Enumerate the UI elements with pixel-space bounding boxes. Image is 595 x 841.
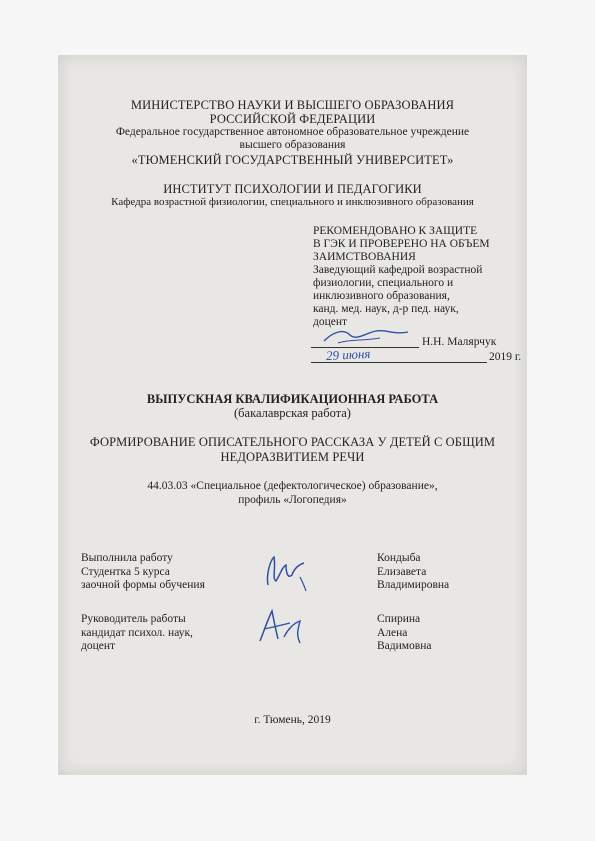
approval-block [313,225,518,329]
institute-name: ИНСТИТУТ ПСИХОЛОГИИ И ПЕДАГОГИКИ [163,182,422,196]
supervisor-role-line: Руководитель работы [81,613,186,625]
author-name-line: Владимировна [377,579,450,591]
author-name-line: Кондыба [377,552,421,564]
institution-line-1: Федеральное государственное автономное образовательное учреждение [115,126,470,138]
author-name-line: Елизавета [377,565,427,578]
author-name [377,552,449,593]
author-signature [260,551,312,593]
supervisor-name-line: Спирина [377,613,421,625]
ministry-line-2: РОССИЙСКОЙ ФЕДЕРАЦИИ [209,112,376,126]
institution-line-2: высшего образования [239,139,346,151]
approval-line: РЕКОМЕНДОВАНО К ЗАЩИТЕ [313,225,478,237]
author-role-line: Студентка 5 курса [81,565,170,578]
department-name: Кафедра возрастной физиологии, специального и инклюзивного образования [111,196,474,208]
approval-line: Заведующий кафедрой возрастной [313,264,483,276]
city-year: г. Тюмень, 2019 [254,714,331,726]
approval-line: доцент [313,316,348,328]
supervisor-signature [254,605,312,647]
topic-line-1: ФОРМИРОВАНИЕ ОПИСАТЕЛЬНОГО РАССКАЗА У ДЕТЕЙ С ОБЩИМ [89,435,496,449]
title-page [58,55,527,775]
ministry-line-1: МИНИСТЕРСТВО НАУКИ И ВЫСШЕГО ОБРАЗОВАНИЯ [130,98,455,112]
author-role-line: Выполнила работу [81,552,173,564]
head-signer-name: Н.Н. Малярчук [422,336,497,348]
approval-line: инклюзивного образования, [313,290,450,302]
specialty-line-1: 44.03.03 «Специальное (дефектологическое) образование», [147,480,438,492]
approval-line: ЗАИМСТВОВАНИЯ [313,251,416,263]
approval-line: физиологии, специального и [313,277,454,289]
handwritten-date: 29 июня [325,345,371,364]
supervisor-name-line: Алена [377,626,408,639]
approval-line: канд. мед. наук, д-р пед. наук, [313,303,459,315]
supervisor-role-line: доцент [81,640,116,652]
supervisor-name [377,613,432,654]
supervisor-role-line: кандидат психол. наук, [81,626,193,639]
supervisor-name-line: Вадимовна [377,640,432,652]
supervisor-role [81,613,193,654]
specialty-line-2: профиль «Логопедия» [238,494,347,506]
university-name: «ТЮМЕНСКИЙ ГОСУДАРСТВЕННЫЙ УНИВЕРСИТЕТ» [131,153,454,167]
approval-line: В ГЭК И ПРОВЕРЕНО НА ОБЪЕМ [313,238,490,250]
work-type: ВЫПУСКНАЯ КВАЛИФИКАЦИОННАЯ РАБОТА [146,392,439,406]
work-subtype: (бакалаврская работа) [234,406,351,420]
topic-line-2: НЕДОРАЗВИТИЕМ РЕЧИ [220,450,365,464]
author-role-line: заочной формы обучения [81,579,205,591]
approval-year: 2019 г. [489,351,522,363]
author-role [81,552,205,593]
